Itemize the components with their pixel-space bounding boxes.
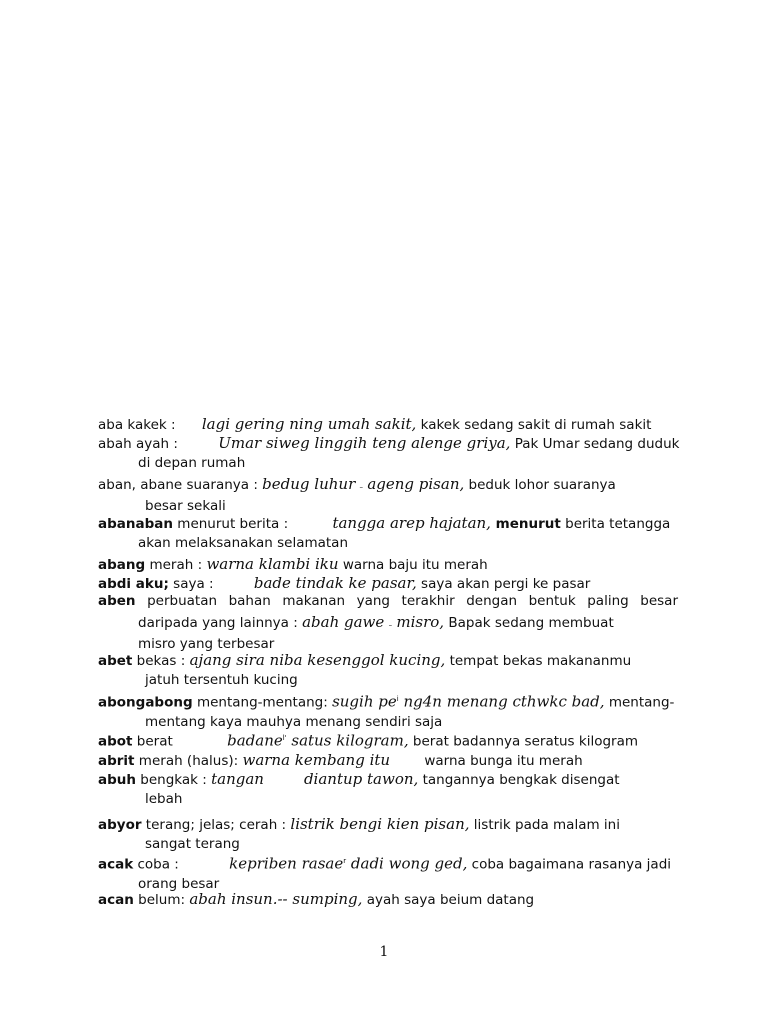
- translation-continued: lebah: [145, 791, 183, 807]
- translation: berat badannya seratus kilogram: [408, 733, 639, 750]
- translation: Bapak sedang membuat: [444, 615, 614, 631]
- aben-line-1: [98, 592, 678, 611]
- translation: warna bunga itu merah: [420, 753, 583, 769]
- headword: abot: [98, 733, 133, 750]
- example: sugih pe: [332, 692, 397, 711]
- definition: coba :: [133, 856, 179, 873]
- example: warna kembang itu: [242, 751, 391, 769]
- translation: listrik pada malam ini: [469, 817, 620, 833]
- example-continued: misro,: [396, 613, 445, 631]
- translation: saya akan pergi ke pasar: [416, 576, 591, 592]
- headword: abyor: [98, 817, 142, 833]
- translation: Pak Umar sedang duduk: [510, 436, 680, 452]
- translation: warna baju itu merah: [338, 557, 488, 573]
- word: paling: [587, 593, 629, 609]
- headword: aban,: [98, 477, 136, 493]
- example: abah gawe: [302, 613, 385, 631]
- translation-continued: jatuh tersentuh kucing: [145, 672, 298, 688]
- definition: merah (halus):: [134, 753, 239, 769]
- entry-abanaban: [98, 514, 678, 553]
- headword: acan: [98, 892, 134, 908]
- translation-continued: besar sekali: [145, 498, 226, 514]
- headword: abuh: [98, 772, 136, 788]
- example: bedug luhur: [262, 475, 356, 493]
- entry-abah: [98, 434, 678, 473]
- entry-abet: [98, 651, 678, 690]
- definition: terang; jelas; cerah :: [141, 817, 287, 833]
- word: terakhir: [401, 593, 455, 609]
- headword: abdi aku;: [98, 576, 169, 592]
- translation-continued: mentang kaya mauhya menang sendiri saja: [145, 713, 443, 730]
- example-continued: ageng pisan,: [367, 475, 465, 493]
- entry-abot: [98, 729, 678, 752]
- translation-continued: misro yang terbesar: [138, 636, 275, 652]
- definition: mentang-mentang:: [192, 694, 328, 711]
- definition: abane suaranya :: [135, 477, 258, 493]
- headword: aben: [98, 593, 136, 609]
- translation-continued: sangat terang: [145, 836, 240, 852]
- headword: abet: [98, 653, 133, 669]
- definition: berat: [132, 733, 173, 750]
- headword: abrit: [98, 753, 135, 769]
- example: ajang sira niba kesenggol kucing,: [189, 651, 446, 669]
- headword: aba: [98, 417, 124, 433]
- example-continued: satus kilogram,: [286, 731, 409, 750]
- word: yang: [356, 593, 390, 609]
- definition: menurut berita :: [173, 516, 289, 532]
- word: perbuatan: [147, 593, 218, 609]
- entry-aben: [98, 592, 678, 654]
- example: lagi gering ning umah sakit,: [201, 415, 417, 433]
- example: kepriben rasae: [229, 854, 344, 873]
- entry-abyor: [98, 815, 678, 854]
- entry-abrit: [98, 751, 678, 771]
- example: listrik bengi kien pisan,: [290, 815, 470, 833]
- translation: ayah saya beium datang: [362, 892, 535, 908]
- page-number: 1: [379, 944, 389, 960]
- translation: kakek sedang sakit di rumah sakit: [416, 417, 652, 433]
- word: dengan: [466, 593, 518, 609]
- superscript: l': [282, 734, 287, 742]
- example: warna klambi iku: [206, 555, 339, 573]
- headword: abongabong: [98, 694, 193, 711]
- definition: bekas :: [132, 653, 186, 669]
- example: tangga arep hajatan,: [332, 514, 491, 532]
- aben-line-2: daripada yang lainnya : abah gawe – misro, Bapak sedang membuat: [138, 613, 614, 631]
- translation: beduk lohor suaranya: [464, 477, 616, 493]
- headword: abang: [98, 557, 146, 573]
- superscript: r: [343, 857, 347, 865]
- word: bahan: [228, 593, 271, 609]
- entry-acan: [98, 890, 678, 910]
- definition: ayah :: [131, 436, 178, 452]
- headword: abah: [98, 436, 132, 452]
- superscript: i: [396, 695, 399, 703]
- definition: merah :: [145, 557, 203, 573]
- word: besar: [640, 593, 678, 609]
- definition: belum:: [133, 892, 186, 908]
- word: makanan: [282, 593, 346, 609]
- translation: berita tetangga: [560, 516, 671, 532]
- bold-word: menurut: [490, 516, 561, 532]
- entry-aba: [98, 415, 678, 435]
- headword: abanaban: [98, 516, 173, 532]
- entry-abang: [98, 555, 678, 575]
- translation: tangannya bengkak disengat: [418, 772, 620, 788]
- translation: mentang-: [604, 694, 675, 711]
- translation: coba bagaimana rasanya jadi: [467, 856, 672, 873]
- entry-aban: aban, abane suaranya : bedug luhur – ageng pisan, beduk lohor suaranya besar sekali: [98, 475, 678, 516]
- translation-continued: orang besar: [138, 875, 220, 892]
- entry-abuh: [98, 770, 678, 809]
- example: tangan: [211, 770, 264, 788]
- example: Umar siweg linggih teng alenge griya,: [218, 434, 511, 452]
- word: bentuk: [528, 593, 576, 609]
- example: bade tindak ke pasar,: [253, 574, 417, 592]
- definition-continued: daripada yang lainnya :: [138, 615, 298, 631]
- example: abah insun.-- sumping,: [189, 890, 363, 908]
- translation-continued: di depan rumah: [138, 455, 246, 471]
- example: badane: [227, 731, 283, 750]
- definition: bengkak :: [136, 772, 207, 788]
- headword: acak: [98, 856, 134, 873]
- entry-acak: [98, 852, 678, 894]
- translation: tempat bekas makananmu: [445, 653, 632, 669]
- example-continued: dadi wong ged,: [346, 854, 468, 873]
- example-continued: ng4n menang cthwkc bad,: [398, 692, 605, 711]
- example-continued: diantup tawon,: [303, 770, 419, 788]
- definition: saya :: [168, 576, 214, 592]
- definition: kakek :: [123, 417, 176, 433]
- entry-abdi: [98, 574, 678, 594]
- translation-continued: akan melaksanakan selamatan: [138, 535, 349, 551]
- entry-abongabong: [98, 690, 678, 732]
